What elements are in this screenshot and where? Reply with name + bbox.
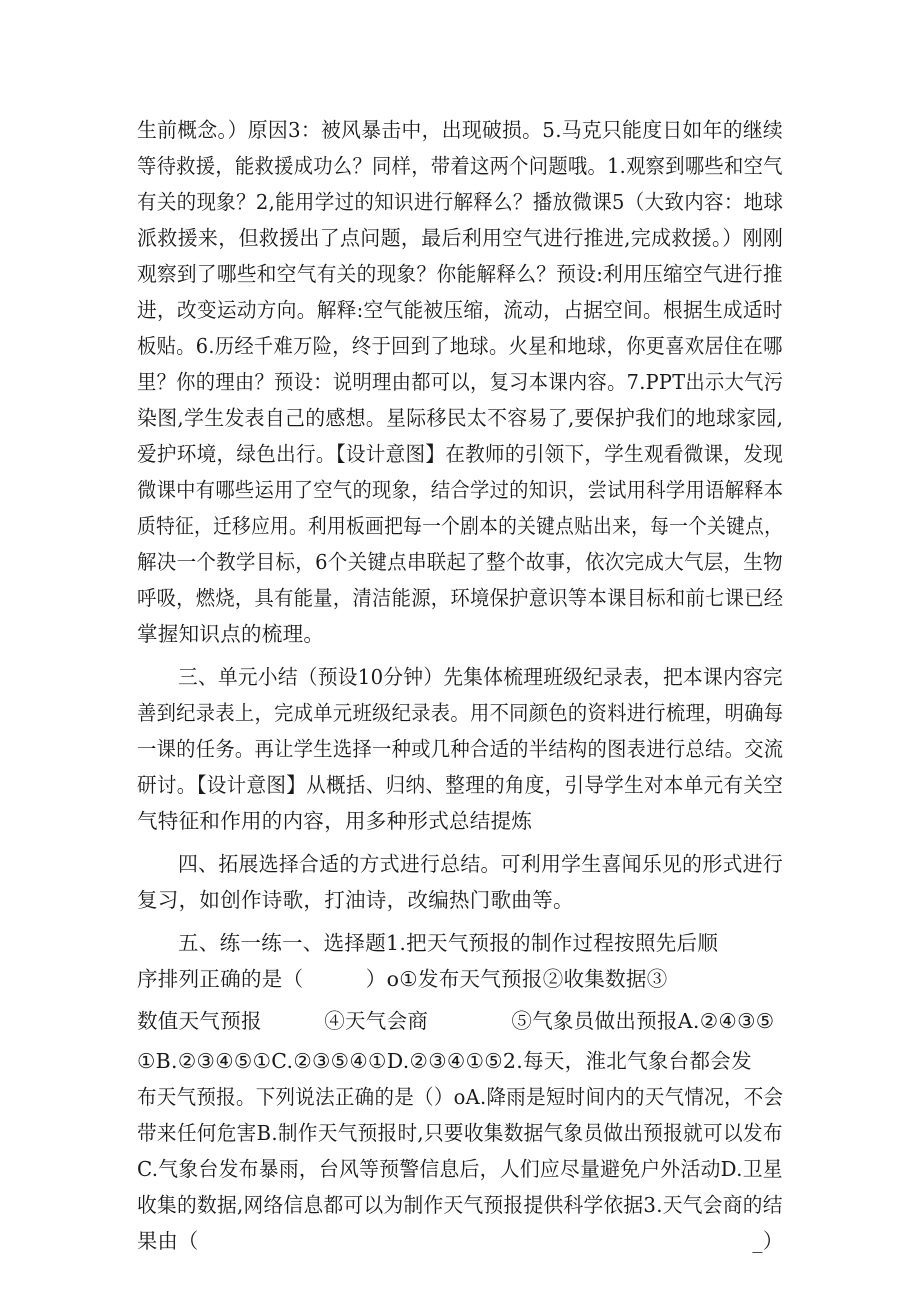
text-line: 有关的现象？2,能用学过的知识进行解释么？播放微课5（大致内容：地球: [137, 190, 784, 214]
text-line: 派救援来，但救援出了点问题，最后利用空气进行推进,完成救援。）刚刚: [137, 226, 784, 250]
question-line: 带来任何危害B.制作天气预报时,只要收集数据气象员做出预报就可以发布: [137, 1121, 783, 1145]
question-line: 布天气预报。下列说法正确的是（）oA.降雨是短时间内的天气情况，不会: [137, 1085, 784, 1109]
section-five-heading-line: 五、练一练一、选择题1.把天气预报的制作过程按照先后顺: [178, 931, 719, 955]
text-line: 里？你的理由？预设：说明理由都可以，复习本课内容。7.PPT出示大气污: [137, 370, 784, 394]
text-line: 微课中有哪些运用了空气的现象，结合学过的知识，尝试用科学用语解释本: [137, 478, 784, 502]
question-line: ①B.②③④⑤①C.②③⑤④①D.②③④①⑤2.每天，淮北气象台都会发: [137, 1049, 752, 1073]
text-line: 质特征，迁移应用。利用板画把每一个剧本的关键点贴出来，每一个关键点，: [137, 514, 784, 538]
section-four-heading-line: 四、拓展选择合适的方式进行总结。可利用学生喜闻乐见的形式进行: [178, 852, 783, 876]
text-line: 进，改变运动方向。解释:空气能被压缩，流动，占据空间。根据生成适时: [137, 298, 783, 322]
question-line: 序排列正确的是（ ）o①发布天气预报②收集数据③: [137, 967, 668, 991]
question-options-line: 数值天气预报 ④天气会商 ⑤气象员做出预报A.②④③⑤: [137, 1009, 775, 1033]
text-line: 板贴。6.历经千难万险，终于回到了地球。火星和地球，你更喜欢居住在哪: [137, 334, 783, 358]
text-line: 复习，如创作诗歌，打油诗，改编热门歌曲等。: [137, 888, 574, 912]
text-line: 掌握知识点的梳理。: [137, 622, 325, 646]
text-line: 解决一个教学目标，6个关键点串联起了整个故事，依次完成大气层，生物: [137, 550, 783, 574]
text-line: 呼吸，燃烧，具有能量，清洁能源，环境保护意识等本课目标和前七课已经: [137, 586, 784, 610]
text-line: 爱护环境，绿色出行。【设计意图】在教师的引领下，学生观看微课，发现: [137, 442, 784, 466]
text-line: 染图,学生发表自己的感想。星际移民太不容易了,要保护我们的地球家园,: [137, 406, 784, 430]
text-line: 一课的任务。再让学生选择一种或几种合适的半结构的图表进行总结。交流: [137, 737, 784, 761]
text-line: 等待救援，能救援成功么？同样，带着这两个问题哦。1.观察到哪些和空气: [137, 154, 783, 178]
text-line: 研讨。【设计意图】从概括、归纳、整理的角度，引导学生对本单元有关空: [137, 773, 784, 797]
text-line: 观察到了哪些和空气有关的现象？你能解释么？预设:利用压缩空气进行推: [137, 262, 783, 286]
question-line: 果由（ _）: [137, 1229, 784, 1253]
text-line: 善到纪录表上，完成单元班级纪录表。用不同颜色的资料进行梳理，明确每: [137, 701, 784, 725]
question-line: C.气象台发布暴雨，台风等预警信息后，人们应尽量避免户外活动D.卫星: [137, 1157, 783, 1181]
question-line: 收集的数据,网络信息都可以为制作天气预报提供科学依据3.天气会商的结: [137, 1193, 783, 1217]
text-line: 生前概念。）原因3：被风暴击中，出现破损。5.马克只能度日如年的继续: [137, 118, 784, 142]
text-line: 气特征和作用的内容，用多种形式总结提炼: [137, 809, 533, 833]
section-three-heading-line: 三、单元小结（预设10分钟）先集体梳理班级纪录表，把本课内容完: [178, 665, 783, 689]
